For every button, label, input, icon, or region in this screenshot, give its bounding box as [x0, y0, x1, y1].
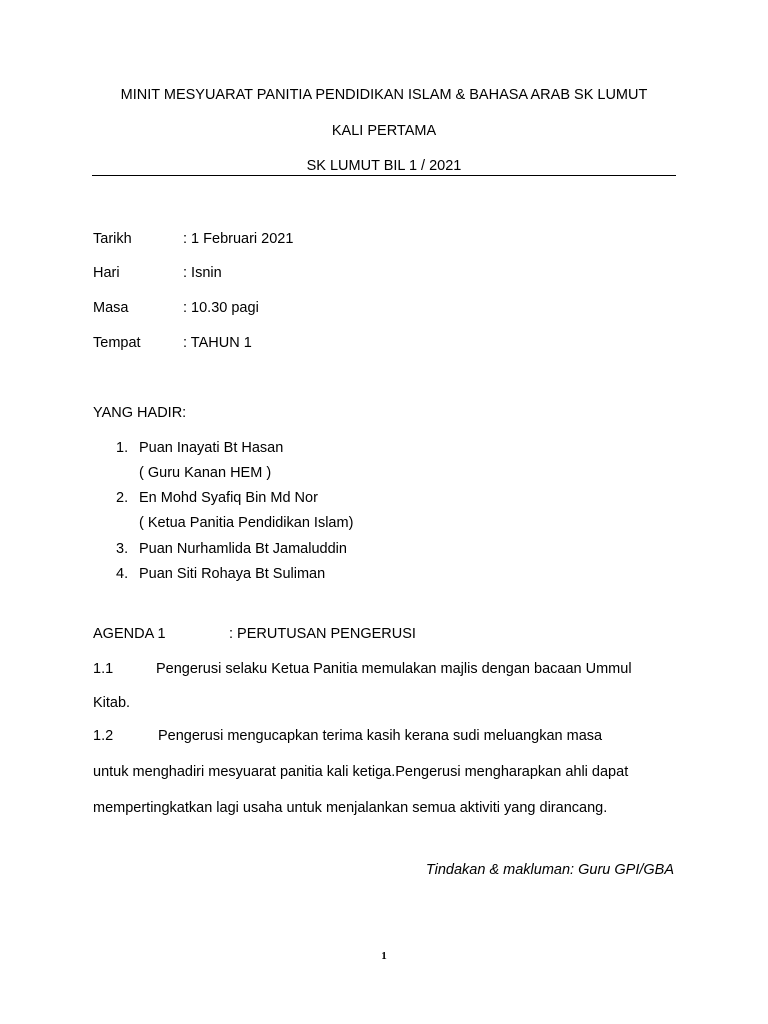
- attendee-role: ( Guru Kanan HEM ): [139, 465, 272, 481]
- document-title: MINIT MESYUARAT PANITIA PENDIDIKAN ISLAM & BAHASA ARAB SK LUMUT: [120, 87, 648, 103]
- attendee-number: 1.: [116, 440, 129, 456]
- agenda-item-number: 1.1: [93, 661, 114, 677]
- agenda-item-text: Kitab.: [93, 695, 131, 711]
- meeting-session: KALI PERTAMA: [331, 123, 437, 139]
- venue-value: : TAHUN 1: [183, 335, 252, 351]
- day-label: Hari: [93, 265, 120, 281]
- attendee-name: Puan Nurhamlida Bt Jamaluddin: [139, 541, 347, 557]
- agenda-item-text: Pengerusi mengucapkan terima kasih kerana sudi meluangkan masa: [158, 728, 603, 744]
- header-divider: [92, 175, 676, 176]
- date-label: Tarikh: [93, 231, 132, 247]
- attendee-name: Puan Siti Rohaya Bt Suliman: [139, 566, 326, 582]
- attendance-heading: YANG HADIR:: [93, 405, 187, 421]
- attendee-number: 3.: [116, 541, 129, 557]
- agenda-label: AGENDA 1: [93, 626, 166, 642]
- day-value: : Isnin: [183, 265, 222, 281]
- agenda-item-text: Pengerusi selaku Ketua Panitia memulakan majlis dengan bacaan Ummul: [156, 661, 632, 677]
- attendee-name: Puan Inayati Bt Hasan: [139, 440, 284, 456]
- attendee-number: 4.: [116, 566, 129, 582]
- agenda-item-number: 1.2: [93, 728, 114, 744]
- time-value: : 10.30 pagi: [183, 300, 259, 316]
- attendee-role: ( Ketua Panitia Pendidikan Islam): [139, 515, 354, 531]
- venue-label: Tempat: [93, 335, 141, 351]
- agenda-item-text: untuk menghadiri mesyuarat panitia kali ketiga.Pengerusi mengharapkan ahli dapat: [93, 764, 629, 780]
- page-number: 1: [381, 950, 387, 962]
- agenda-title: : PERUTUSAN PENGERUSI: [229, 626, 416, 642]
- time-label: Masa: [93, 300, 129, 316]
- date-value: : 1 Februari 2021: [183, 231, 294, 247]
- meeting-reference: SK LUMUT BIL 1 / 2021: [306, 158, 462, 174]
- agenda-item-text: mempertingkatkan lagi usaha untuk menjalankan semua aktiviti yang dirancang.: [93, 800, 608, 816]
- attendee-number: 2.: [116, 490, 129, 506]
- action-note: Tindakan & makluman: Guru GPI/GBA: [425, 862, 674, 878]
- attendee-name: En Mohd Syafiq Bin Md Nor: [139, 490, 318, 506]
